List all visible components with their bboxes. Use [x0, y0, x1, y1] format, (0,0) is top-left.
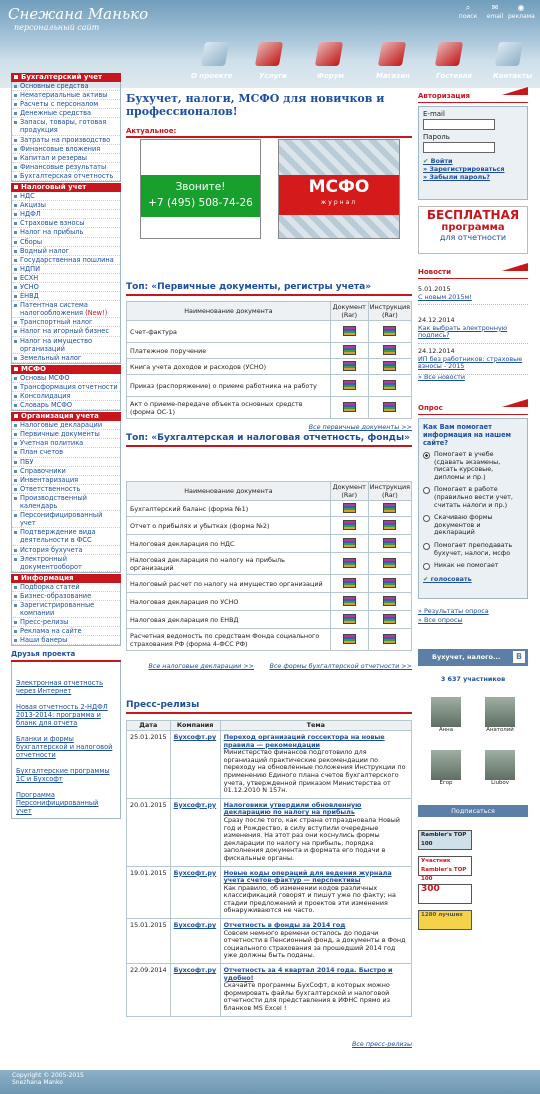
email-link[interactable]: ✉ email — [482, 3, 508, 20]
sidebar-item[interactable]: НДФЛ — [12, 210, 120, 219]
sidebar-item[interactable]: Акцизы — [12, 201, 120, 210]
left-sidebar — [11, 72, 121, 819]
rar-download-icon[interactable] — [383, 503, 396, 513]
sidebar-item[interactable]: Бизнес-образование — [12, 592, 120, 601]
sidebar-item[interactable]: Затраты на производство — [12, 136, 120, 145]
friend-link[interactable]: Электронная отчетность через Интернет — [16, 679, 104, 696]
nav-tile-icon — [201, 42, 229, 66]
vote-button[interactable]: ✔ голосовать — [423, 575, 472, 584]
table-row: Налоговая декларация по УСНО — [127, 593, 412, 611]
all-reporting-forms-link[interactable]: Все формы бухгалтерской отчетности >> — [269, 662, 412, 670]
sidebar-item[interactable]: Нематериальные активы — [12, 91, 120, 100]
rar-download-icon[interactable] — [383, 345, 396, 355]
sidebar-menu — [11, 583, 121, 647]
sidebar-item[interactable]: УСНО — [12, 283, 120, 292]
forgot-password-link[interactable]: » Забыли пароль? — [423, 173, 490, 181]
sidebar-item[interactable]: История бухучета — [12, 546, 120, 555]
rar-download-icon[interactable] — [383, 596, 396, 606]
table-row: Платежное поручение — [127, 343, 412, 359]
sidebar-item[interactable]: Учетная политика — [12, 439, 120, 448]
table-row: Налоговый расчет по налогу на имущество организаций — [127, 575, 412, 593]
sidebar-item[interactable]: Производственный календарь — [12, 494, 120, 511]
vk-logo-icon: B — [513, 651, 525, 663]
sidebar-section-title: Информация — [11, 574, 121, 583]
poll-title: Опрос — [418, 404, 528, 415]
table-row: 20.01.2015 Бухсофт.ру Налоговики утвердили обновленную декларацию по налогу на прибыль Сразу после того, как страна отпраздновала Новый год и Рождество, в силу вступили очередные изменения. На этот раз они коснулись формы декларации по налогу на прибыль, порядка заполнения документа и формата его подачи в фискальные органы. — [127, 798, 412, 866]
friend-link[interactable]: Бланки и формы бухгалтерской и налоговой отчетности — [16, 735, 113, 760]
nav-about[interactable]: О проекте — [191, 72, 233, 80]
sidebar-item[interactable]: Консолидация — [12, 392, 120, 401]
sidebar-menu — [11, 374, 121, 411]
news-link[interactable]: Как выбрать электронную подпись? — [418, 323, 508, 340]
sidebar-item[interactable]: Финансовые вложения — [12, 145, 120, 154]
friend-link[interactable]: Новая отчетность 2-НДФЛ 2013-2014: программа и бланк для отчета — [16, 703, 108, 728]
radio-icon[interactable] — [423, 563, 430, 570]
table-header: Наименование документа Документ (Rar) Инструкция (Rar) — [127, 302, 412, 321]
table-row: Расчетная ведомость по средствам Фонда социального страхования РФ (форма 4-ФСС РФ) — [127, 629, 412, 651]
top1-table — [126, 301, 412, 419]
poll-option[interactable]: Помогает в учебе (сдавать экзамены, писать курсовые, дипломы и пр.) — [423, 451, 523, 481]
sidebar-item[interactable]: Трансформация отчетности — [12, 383, 120, 392]
sidebar-item[interactable]: Финансовые результаты — [12, 163, 120, 172]
rar-download-icon[interactable] — [383, 520, 396, 530]
sidebar-item[interactable]: Инвентаризация — [12, 476, 120, 485]
check-icon: ✔ — [423, 575, 431, 584]
news-title: Новости — [418, 268, 528, 279]
ad-icon: ◉ — [517, 3, 525, 12]
auth-title: Авторизация — [418, 92, 528, 103]
rar-download-icon[interactable] — [383, 402, 396, 412]
press-title-link[interactable]: Новые коды операций для ведения журнала учета счетов-фактур — перспективы — [223, 868, 392, 885]
radio-icon[interactable] — [423, 452, 430, 459]
subscribe-button[interactable]: Подписаться — [418, 805, 528, 817]
nav-tile-icon — [378, 42, 406, 66]
rar-download-icon[interactable] — [343, 520, 356, 530]
auth-form — [418, 106, 528, 200]
poll-form — [418, 418, 528, 599]
press-title-link[interactable]: Переход организаций госсектора на новые правила — рекомендации — [223, 733, 385, 749]
rar-download-icon[interactable] — [383, 326, 396, 336]
rar-download-icon[interactable] — [343, 361, 356, 371]
free-program-banner[interactable]: БЕСПЛАТНАЯ программа для отчетности — [418, 206, 528, 254]
sidebar-item[interactable]: Государственная пошлина — [12, 256, 120, 265]
rar-download-icon[interactable] — [383, 538, 396, 548]
radio-icon[interactable] — [423, 515, 430, 522]
poll-results-link[interactable]: » Результаты опроса — [418, 607, 489, 615]
table-row: 19.01.2015 Бухсофт.ру Новые коды операций для ведения журнала учета счетов-фактур — перспективы Как правило, об изменении кодов различных классификаций говорят и пишут уже по факту; на стадии предложений и проектов эти изменения обнаруживаются не часто. — [127, 866, 412, 919]
sidebar-item[interactable]: Словарь МСФО — [12, 401, 120, 410]
actual-heading: Актуальное: — [126, 127, 412, 138]
table-row: Бухгалтерский баланс (форма №1) — [127, 501, 412, 517]
rar-download-icon[interactable] — [343, 558, 356, 568]
sidebar-item[interactable]: Основы МСФО — [12, 374, 120, 383]
rar-download-icon[interactable] — [383, 578, 396, 588]
press-title-link[interactable]: Налоговики утвердили обновленную декларацию по налогу на прибыль — [223, 800, 362, 817]
table-row: 25.01.2015 Бухсофт.ру Переход организаций госсектора на новые правила — рекомендации Министерство финансов подготовило для организаций практические рекомендации по переходу на обновленные положения Инструкции по применению Единого плана счетов бухгалтерского учета, утвержденной приказом Министерства от 01.12.2010 N 157н. — [127, 731, 412, 799]
sidebar-item[interactable]: Ответственность — [12, 485, 120, 494]
sidebar-menu — [11, 192, 121, 364]
top1-title: Топ: «Первичные документы, регистры учета» — [126, 282, 412, 296]
footer: Copyright © 2005-2015 Snezhana Manko — [0, 1070, 540, 1094]
sidebar-item[interactable]: НДПИ — [12, 265, 120, 274]
company-link[interactable]: Бухсофт.ру — [173, 966, 217, 975]
sidebar-item[interactable]: Подборка статей — [12, 583, 120, 592]
friends-list — [11, 662, 121, 819]
top2-title: Топ: «Бухгалтерская и налоговая отчетность, фонды» — [126, 433, 412, 447]
sidebar-item[interactable]: Зарегистрированные компании — [12, 601, 120, 618]
sidebar-item[interactable]: Патентная система налогообложения (New!) — [12, 301, 120, 318]
sidebar-item[interactable]: Реклама на сайте — [12, 627, 120, 636]
sidebar-item[interactable]: Наши банеры — [12, 636, 120, 645]
sidebar-item[interactable]: Налог на прибыль — [12, 228, 120, 237]
all-news-link[interactable]: » Все новости — [418, 373, 465, 381]
sidebar-item[interactable]: Страховые взносы — [12, 219, 120, 228]
avatar[interactable]: Liubov — [485, 750, 515, 786]
company-link[interactable]: Бухсофт.ру — [173, 800, 217, 809]
sidebar-item[interactable]: Капитал и резервы — [12, 154, 120, 163]
news-item: 24.12.2014 ИП без работников: страховые взносы - 2015 — [418, 348, 528, 375]
sidebar-item[interactable]: Сборы — [12, 238, 120, 247]
rar-download-icon[interactable] — [383, 361, 396, 371]
sidebar-item[interactable]: Справочники — [12, 467, 120, 476]
sidebar-section-title: МСФО — [11, 365, 121, 374]
poll-option[interactable]: Помогает преподавать бухучет, налоги, мсфо — [423, 542, 523, 557]
press-title-link[interactable]: Отчетность за 4 квартал 2014 года. Быстро и удобно! — [223, 966, 393, 982]
sidebar-item[interactable]: НДС — [12, 192, 120, 201]
sidebar-item[interactable]: Налог на имущество организаций — [12, 337, 120, 354]
nav-shop[interactable]: Магазин — [376, 72, 410, 80]
sidebar-item[interactable]: ПБУ — [12, 458, 120, 467]
rar-download-icon[interactable] — [343, 503, 356, 513]
all-press-link[interactable]: Все пресс-релизы — [351, 1040, 412, 1048]
poll-option[interactable]: Никак не помогает — [423, 562, 523, 570]
table-row: Налоговая декларация по ЕНВД — [127, 611, 412, 629]
sidebar-item[interactable]: Бухгалтерская отчетность — [12, 172, 120, 181]
table-row: Акт о приеме-передаче объекта основных средств (форма ОС-1) — [127, 397, 412, 419]
counter-badge[interactable]: Rambler's TOP 100 — [418, 830, 472, 850]
all-primary-docs-link[interactable]: Все первичные документы >> — [308, 423, 412, 431]
sidebar-item[interactable]: Персонифицированный учет — [12, 511, 120, 528]
table-row: Налоговая декларация по налогу на прибыль организаций — [127, 553, 412, 575]
nav-guestbook[interactable]: Гостевая — [436, 72, 472, 80]
rar-download-icon[interactable] — [343, 596, 356, 606]
sidebar-item[interactable]: Подтверждение вида деятельности в ФСС — [12, 528, 120, 545]
table-row: Приказ (распоряжение) о приеме работника на работу — [127, 375, 412, 397]
rar-download-icon[interactable] — [383, 614, 396, 624]
rar-download-icon[interactable] — [343, 538, 356, 548]
email-label: E-mail — [423, 110, 445, 118]
page-title: Бухучет, налоги, МСФО для новичков и профессионалов! — [126, 92, 385, 118]
password-field[interactable] — [423, 142, 495, 153]
rar-download-icon[interactable] — [343, 326, 356, 336]
sidebar-item[interactable]: План счетов — [12, 448, 120, 457]
nav-forum[interactable]: Форум — [317, 72, 345, 80]
all-tax-declarations-link[interactable]: Все налоговые декларации >> — [148, 662, 254, 670]
rar-download-icon[interactable] — [343, 614, 356, 624]
nav-tile-icon — [435, 42, 463, 66]
friend-link[interactable]: Бухгалтерские программы 1С и Бухсофт — [16, 767, 110, 784]
vk-widget-header[interactable]: Бухучет, налого... B — [418, 649, 528, 666]
table-row: Налоговая декларация по НДС — [127, 535, 412, 553]
counter-badge[interactable]: 1280 лучших — [418, 910, 472, 930]
table-row: 22.09.2014 Бухсофт.ру Отчетность за 4 квартал 2014 года. Быстро и удобно! Скачайте программы БухСофт, в которых можно формировать файлы бухгалтерской и налоговой отчетности для представления в ИФНС прямо из бланков MS Excel ! — [127, 964, 412, 1017]
company-link[interactable]: Бухсофт.ру — [173, 868, 217, 877]
all-polls-link[interactable]: » Все опросы — [418, 616, 463, 624]
magnifier-icon: ⌕ — [465, 3, 471, 12]
sidebar-item[interactable]: Денежные средства — [12, 109, 120, 118]
nav-tile-icon — [495, 42, 523, 66]
poll-option[interactable]: Скачиваю формы документов и деклараций — [423, 514, 523, 537]
table-header: Дата Компания Тема — [127, 721, 412, 731]
sidebar-item[interactable]: Первичные документы — [12, 430, 120, 439]
rar-download-icon[interactable] — [343, 380, 356, 390]
company-link[interactable]: Бухсофт.ру — [173, 733, 217, 741]
main-content — [126, 92, 412, 1048]
sidebar-item[interactable]: Основные средства — [12, 82, 120, 91]
rar-download-icon[interactable] — [343, 578, 356, 588]
sidebar-item[interactable]: Налоговые декларации — [12, 421, 120, 430]
sidebar-item[interactable]: Расчеты с персоналом — [12, 100, 120, 109]
login-button[interactable]: ✔ Войти — [423, 157, 453, 165]
sidebar-item[interactable]: Электронный документооборот — [12, 555, 120, 572]
poll-option[interactable]: Помогает в работе (правильно вести учет, считать налоги и пр.) — [423, 486, 523, 509]
friend-link[interactable]: Программа Персонифицированный учет — [16, 791, 99, 816]
site-tagline: персональный сайт — [14, 23, 100, 32]
table-row: 15.01.2015 Бухсофт.ру Отчетность в фонды за 2014 год Совсем немного времени осталось до подачи отчетности в Пенсионный фонд, а документы в Фонд социального страхования за прошедший 2014 год уже должны быть поданы. — [127, 919, 412, 964]
password-label: Пароль — [423, 133, 450, 141]
rar-download-icon[interactable] — [383, 634, 396, 644]
nav-services[interactable]: Услуги — [259, 72, 287, 80]
counter-badge[interactable]: Участник Rambler's TOP 100 — [418, 856, 472, 876]
register-link[interactable]: » Зарегистрироваться — [423, 165, 505, 173]
poll-question: Как Вам помогает информация на нашем сайте? — [423, 423, 512, 447]
sidebar-item[interactable]: Налог на игорный бизнес — [12, 327, 120, 336]
nav-tile-icon — [255, 42, 283, 66]
table-row: Счет-фактура — [127, 321, 412, 343]
sidebar-section-title: Бухгалтерский учет — [11, 73, 121, 82]
avatar[interactable]: Анна — [431, 697, 461, 733]
sidebar-menu — [11, 82, 121, 182]
rar-download-icon[interactable] — [383, 380, 396, 390]
press-title: Пресс-релизы — [126, 700, 412, 714]
site-logo[interactable]: Снежана Манько — [8, 5, 149, 23]
press-table — [126, 720, 412, 1017]
table-header: Наименование документа Документ (Rar) Инструкция (Rar) — [127, 482, 412, 501]
sidebar-section-title: Организация учета — [11, 412, 121, 421]
vk-members: 3 637 участников — [440, 675, 506, 683]
sidebar-item[interactable]: Водный налог — [12, 247, 120, 256]
rar-download-icon[interactable] — [343, 634, 356, 644]
radio-icon[interactable] — [423, 543, 430, 550]
email-field[interactable] — [423, 119, 495, 130]
main-nav — [186, 72, 540, 84]
sidebar-section-title: Налоговый учет — [11, 183, 121, 192]
table-row: Отчет о прибылях и убытках (форма №2) — [127, 517, 412, 535]
radio-icon[interactable] — [423, 487, 430, 494]
company-link[interactable]: Бухсофт.ру — [173, 921, 217, 930]
sidebar-item[interactable]: ЕСХН — [12, 274, 120, 283]
nav-tile-icon — [315, 42, 343, 66]
sidebar-item[interactable]: Запасы, товары, готовая продукция — [12, 118, 120, 135]
avatar[interactable]: Анатолий — [485, 697, 515, 733]
top2-table — [126, 481, 412, 651]
mail-icon: ✉ — [491, 3, 499, 12]
rar-download-icon[interactable] — [383, 558, 396, 568]
rar-download-icon[interactable] — [343, 345, 356, 355]
counter-badge[interactable]: 300 — [418, 884, 472, 904]
ad-link[interactable]: ◉ реклама — [508, 3, 535, 20]
sidebar-item[interactable]: Пресс-релизы — [12, 618, 120, 627]
sidebar-item[interactable]: Земельный налог — [12, 354, 120, 363]
sidebar-item[interactable]: Транспортный налог — [12, 318, 120, 327]
news-link[interactable]: ИП без работников: страховые взносы - 2015 — [418, 354, 523, 371]
avatar[interactable]: Егор — [431, 750, 461, 786]
nav-contacts[interactable]: Контакты — [493, 72, 533, 80]
news-item: 5.01.2015 С новым 2015м! — [418, 286, 528, 305]
search-link[interactable]: ⌕ поиск — [455, 3, 481, 20]
table-row: Книга учета доходов и расходов (УСНО) — [127, 359, 412, 375]
rar-download-icon[interactable] — [343, 402, 356, 412]
press-title-link[interactable]: Отчетность в фонды за 2014 год — [223, 921, 346, 930]
news-link[interactable]: С новым 2015м! — [418, 292, 472, 301]
phone-banner[interactable]: Звоните! +7 (495) 508-74-26 — [140, 139, 261, 239]
msfo-banner[interactable]: МСФО журнал — [278, 139, 400, 239]
check-icon: ✔ — [423, 157, 431, 165]
sidebar-menu — [11, 421, 121, 573]
sidebar-item[interactable]: ЕНВД — [12, 292, 120, 301]
friends-title: Друзья проекта — [11, 650, 121, 662]
news-item: 24.12.2014 Как выбрать электронную подпись? — [418, 317, 528, 344]
